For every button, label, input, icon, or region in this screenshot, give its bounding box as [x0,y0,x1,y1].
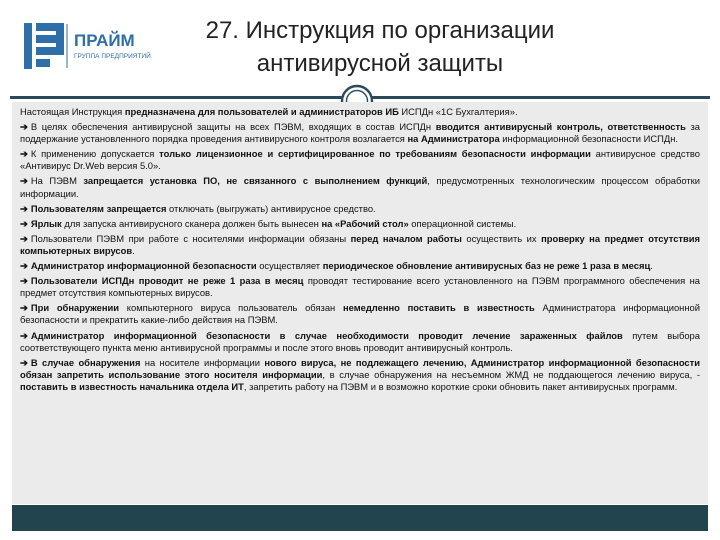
bold-text: запрещается установка ПО, не связанного с выполнением функций [83,175,428,187]
text: осуществляет [256,260,323,272]
bold-text: Администратор информационной безопасности в случае необходимости проводит лечение зараженных файлов [30,329,623,341]
bold-text: поставить в известность начальника отдела ИТ [20,380,244,392]
text: Настоящая Инструкция [20,106,125,117]
instruction-paragraph [20,203,700,215]
arrow-bullet-icon: ➔ [20,148,28,160]
bold-text: немедленно поставить в известность [342,302,535,314]
arrow-bullet-icon: ➔ [20,275,28,287]
text: На ПЭВМ [30,175,84,187]
text: путем выбора соответствующего пункта меню антивирусной программы и после этого вновь проводит антивирусный контроль. [20,329,700,353]
title-line-2: антивирусной защиты [256,50,504,77]
instruction-paragraph [20,275,700,299]
bold-text: вводится антивирусный контроль, ответственность [435,121,686,133]
bold-text: предназначена для пользователей и администраторов ИБ [124,106,399,117]
text: проводят тестирование всего установленного на ПЭВМ программного обеспечения на предмет отсутствия компьютерных вирусов. [20,275,700,299]
instruction-paragraph [20,106,700,118]
instruction-paragraph [20,302,700,326]
bold-text: При обнаружении [30,302,120,314]
instruction-paragraph [20,260,700,272]
text: компьютерного вируса пользователь обязан [119,302,343,314]
company-logo [22,20,172,74]
arrow-bullet-icon: ➔ [20,329,28,341]
instruction-body [12,102,708,504]
footer-bar [12,505,708,531]
arrow-bullet-icon: ➔ [20,260,28,272]
instruction-paragraph [20,357,700,393]
instruction-paragraph [20,218,700,230]
bold-text: на Администратора [407,133,500,145]
text: антивирусное средство «Антивирус Dr.Web версия 5.0». [20,148,700,172]
logo-subtitle: ГРУППА ПРЕДПРИЯТИЙ [74,53,151,60]
text: информационной безопасности ИСПДн. [499,133,679,145]
logo-name: ПРАЙМ [74,31,135,50]
arrow-bullet-icon: ➔ [20,121,28,133]
text: на носителе информации [140,356,265,368]
text: отключать (выгружать) антивирусное средство. [166,202,376,214]
bold-text: на «Рабочий стол» [321,217,409,229]
arrow-bullet-icon: ➔ [20,202,28,214]
text: . [650,260,653,272]
page-title [176,14,584,80]
text: Пользователи ПЭВМ при работе с носителями информации обязаны [30,232,351,244]
prime-logo-icon [22,20,172,74]
text: К применению допускается [30,148,160,160]
arrow-bullet-icon: ➔ [20,217,28,229]
title-line-1: 27. Инструкция по организации [205,17,555,44]
arrow-bullet-icon: ➔ [20,302,28,314]
text: операционной системы. [408,217,517,229]
bold-text: проверку на предмет отсутствия компьютерных вирусов [20,232,701,256]
text: Администратора информационной безопасности и прекратить какие-либо действия на ПЭВМ. [20,302,700,326]
bold-text: Пользователи ИСПДн проводит не реже 1 раза в месяц [30,275,304,287]
bold-text: только лицензионное и сертифицированное по требованиям безопасности информации [159,148,591,160]
arrow-bullet-icon: ➔ [20,232,28,244]
text: , в случае обнаружения на несъемном ЖМД не поддающегося лечению вируса, - [322,368,700,380]
instruction-paragraph [20,175,700,199]
instruction-paragraph [20,121,700,145]
text: . [132,244,135,256]
instruction-paragraph [20,330,700,354]
arrow-bullet-icon: ➔ [20,175,28,187]
text: , запретить работу на ПЭВМ и в возможно короткие сроки обновить пакет антивирусных программ. [243,380,678,392]
bold-text: В случае обнаружения [30,356,141,368]
text: для запуска антивирусного сканера должен быть вынесен [61,217,322,229]
text: В целях обеспечения антивирусной защиты на всех ПЭВМ, входящих в состав ИСПДн [30,121,436,133]
text: ИСПДн «1С Бухгалтерия». [398,106,518,117]
bold-text: Администратор информационной безопасности [30,260,257,272]
instruction-paragraph [20,148,700,172]
instruction-paragraph [20,233,700,257]
text: осуществить их [461,232,542,244]
text: , предусмотренных технологическим процессом обработки информации. [20,175,701,199]
bold-text: периодическое обновление антивирусных баз не реже 1 раза в месяц [322,260,651,272]
bold-text: Пользователям запрещается [30,202,167,214]
text: за поддержание установленного порядка проведения антивирусного контроля возлагается [20,121,701,145]
bold-text: Ярлык [30,217,62,229]
bold-text: перед началом работы [350,232,462,244]
arrow-bullet-icon: ➔ [20,356,28,368]
bold-text: нового вируса, не подлежащего лечению, Администратор информационной безопасности обязан запретить использование этого носителя информации [20,356,700,380]
